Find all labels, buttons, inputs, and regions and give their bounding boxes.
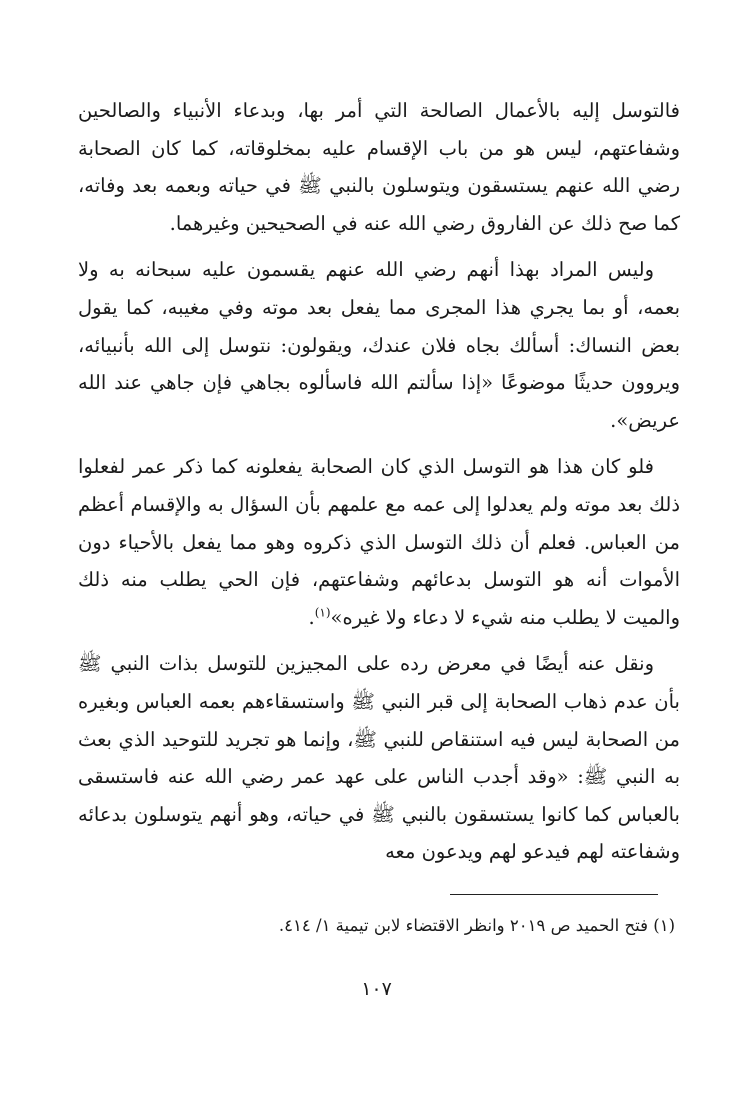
footnote: (١) فتح الحميد ص ٢٠١٩ وانظر الاقتضاء لابن تيمية ١/ ٤١٤. [278,916,675,935]
main-text [78,92,680,880]
paragraph-3 [78,448,680,636]
footnote-separator [450,894,658,895]
paragraph-4: ونقل عنه أيضًا في معرض رده على المجيزين للتوسل بذات النبي ﷺ بأن عدم ذهاب الصحابة إلى قبر النبي ﷺ واستسقاءهم بعمه العباس وبغيره من الصحابة ليس فيه استنقاص للنبي ﷺ، وإنما هو تجريد للتوحيد الذي بعث به النبي ﷺ: «وقد أجدب الناس على عهد عمر رضي الله عنه فاستسقى بالعباس كما كانوا يستسقون بالنبي ﷺ في حياته، وهو أنهم يتوسلون بدعائه وشفاعته لهم فيدعو لهم ويدعون معه [78,652,680,864]
paragraph-1: فالتوسل إليه بالأعمال الصالحة التي أمر بها، وبدعاء الأنبياء والصالحين وشفاعتهم، ليس هو من باب الإقسام عليه بمخلوقاته، كما كان الصحابة رضي الله عنهم يستسقون ويتوسلون بالنبي ﷺ في حياته وبعمه بعد وفاته، كما صح ذلك عن الفاروق رضي الله عنه في الصحيحين وغيرهما. [78,99,680,235]
paragraph-2: وليس المراد بهذا أنهم رضي الله عنهم يقسمون عليه سبحانه به ولا بعمه، أو بما يجري هذا المجرى مما يفعل بعد موته وفي مغيبه، كما يقول بعض النساك: أسألك بجاه فلان عندك، ويقولون: نتوسل إلى الله بأنبيائه، ويروون حديثًا موضوعًا «إذا سألتم الله فاسألوه بجاهي فإن جاهي عند الله عريض». [78,258,680,432]
paragraph-3-text: فلو كان هذا هو التوسل الذي كان الصحابة يفعلونه كما ذكر عمر لفعلوا ذلك بعد موته ولم يعدلوا إلى عمه مع علمهم بأن السؤال به والإقسام أعظم من العباس. فعلم أن ذلك التوسل الذي ذكروه وهو مما يفعل بالأحياء دون الأموات أنه هو التوسل بدعائهم وشفاعتهم، فإن الحي يطلب منه ذلك والميت لا يطلب منه شيء لا دعاء ولا غيره» [78,455,680,629]
page-number: ١٠٧ [361,978,392,1000]
paragraph-3-end: . [308,605,315,629]
footnote-reference: (١) [314,605,331,620]
